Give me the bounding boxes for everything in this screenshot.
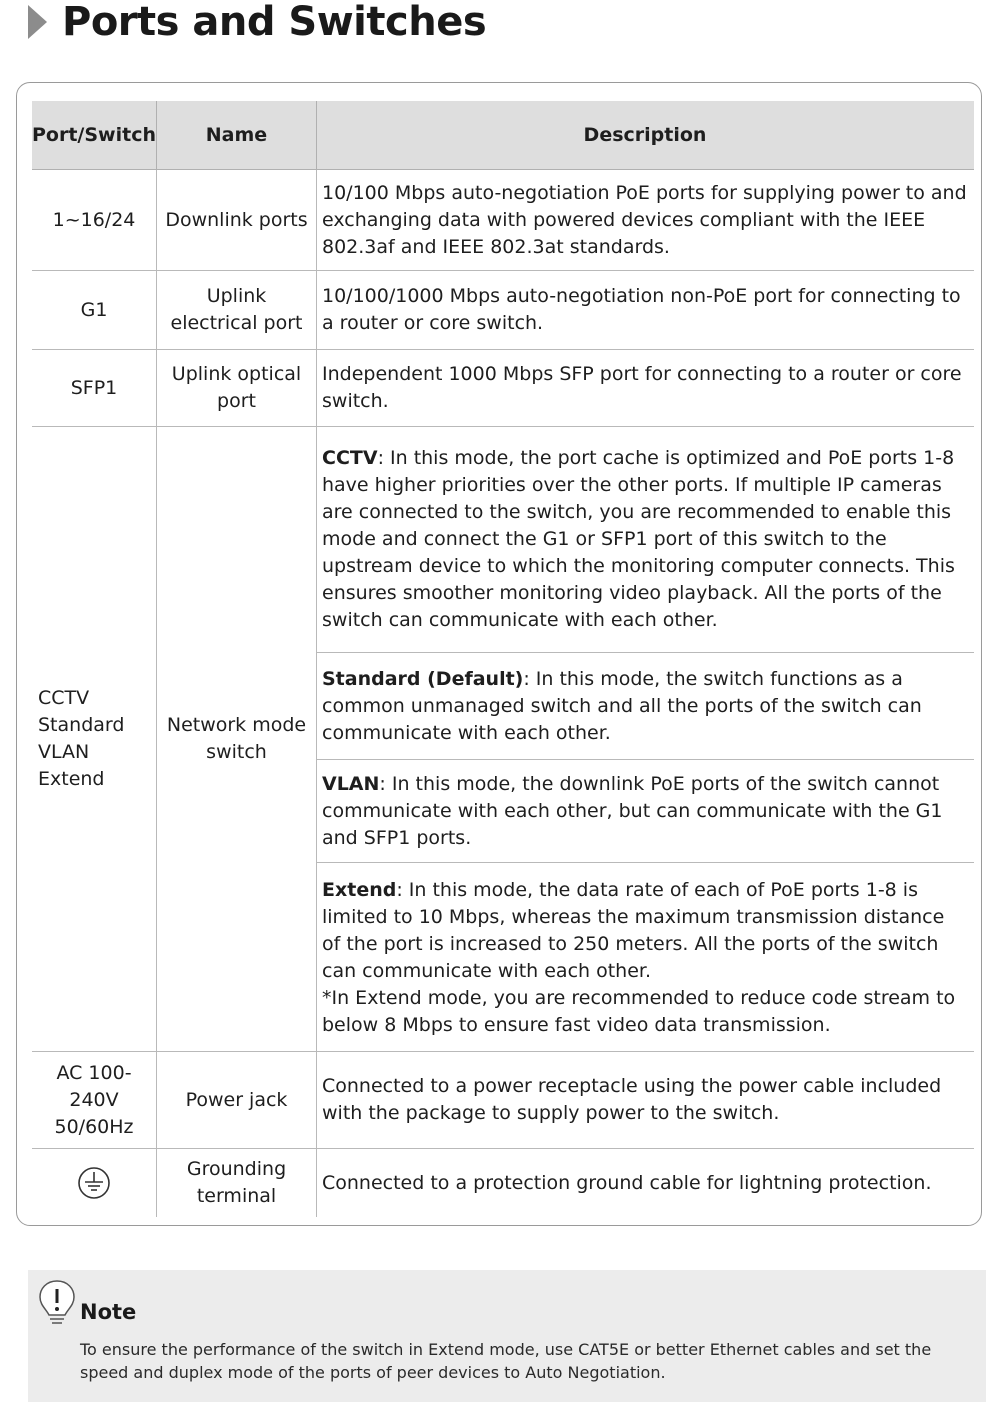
description-cell [317,170,974,270]
ground-icon [77,1166,111,1200]
description-text: Connected to a power receptacle using the power cable included with the package to supply power to the switch. [322,1075,942,1124]
port-cell: SFP1 [32,350,157,426]
name-cell: Power jack [157,1052,317,1148]
mode-key: CCTV [322,447,378,469]
page-title: Ports and Switches [62,0,487,45]
mode-text: : In this mode, the switch functions as a common unmanaged switch and all the ports of the switch can communicate with each other. [322,668,922,744]
ground-row [32,1149,974,1217]
power-port-cell [32,1052,157,1148]
description-text: Connected to a protection ground cable for lightning protection. [322,1171,932,1194]
note-text: To ensure the performance of the switch in Extend mode, use CAT5E or better Ethernet cables and set the speed and duplex mode of the ports of peer devices to Auto Negotiation. [80,1340,932,1382]
description-text: 10/100/1000 Mbps auto-negotiation non-PoE port for connecting to a router or core switch. [322,285,961,334]
table-row [32,170,974,271]
mode-key: Standard (Default) [322,668,524,690]
description-text: 10/100 Mbps auto-negotiation PoE ports for supplying power to and exchanging data with powered devices compliant with the IEEE 802.3af and IEEE 802.3at standards. [322,181,967,258]
name-cell: Uplink optical port [157,350,317,426]
power-row [32,1052,974,1149]
bulb-icon [37,1278,77,1332]
name-cell: Grounding terminal [157,1149,317,1217]
mode-text: : In this mode, the data rate of each of PoE ports 1-8 is limited to 10 Mbps, whereas the maximum transmission distance of the port is increased to 250 meters. All the ports of the switch can communicate with each other. [322,879,945,982]
mode-port-standard: Standard [38,714,125,736]
name-cell: Uplink electrical port [157,271,317,349]
mode-key: Extend [322,879,397,901]
description-cell [317,1052,974,1148]
arrow-icon [28,5,47,39]
ground-port-cell [32,1149,157,1217]
mode-vlan [317,760,974,863]
ports-table-panel [16,82,982,1226]
mode-extend [317,863,974,1051]
mode-port-vlan: VLAN [38,741,90,763]
mode-text: : In this mode, the downlink PoE ports of the switch cannot communicate with each other, but can communicate with the G1 and SFP1 ports. [322,773,943,849]
mode-port-cctv: CCTV [38,687,90,709]
description-text: Independent 1000 Mbps SFP port for connecting to a router or core switch. [322,363,962,412]
header-port-switch: Port/Switch [32,101,157,169]
mode-name-cell: Network mode switch [157,427,317,1051]
description-cell [317,1149,974,1217]
mode-descriptions [317,427,974,1051]
port-cell: 1~16/24 [32,170,157,270]
mode-port-extend: Extend [38,768,105,790]
power-port-voltage: AC 100-240V [56,1061,132,1111]
table-header-row [32,101,974,170]
description-cell [317,350,974,426]
table-row [32,350,974,427]
mode-text: : In this mode, the port cache is optimized and PoE ports 1-8 have higher priorities over the other ports. If multiple IP cameras are connected to the switch, you are recommended to enable this mode and connect the G1 or SFP1 port of this switch to the upstream device to which the monitoring computer connects. This ensures smoother monitoring video playback. All the ports of the switch can communicate with each other. [322,447,955,631]
mode-switch-row [32,427,974,1052]
description-cell [317,271,974,349]
mode-extend-footnote: *In Extend mode, you are recommended to reduce code stream to below 8 Mbps to ensure fast video data transmission. [322,987,956,1036]
mode-cctv [317,427,974,653]
page-heading [28,0,486,44]
mode-key: VLAN [322,773,380,795]
port-cell: G1 [32,271,157,349]
ports-table [32,101,974,1217]
mode-standard [317,653,974,760]
power-port-frequency: 50/60Hz [54,1115,134,1138]
table-row [32,271,974,350]
note-title: Note [80,1300,137,1324]
header-name: Name [157,101,317,169]
mode-port-cell [32,427,157,1051]
header-description: Description [583,123,707,146]
name-cell: Downlink ports [157,170,317,270]
note-box [28,1270,986,1402]
